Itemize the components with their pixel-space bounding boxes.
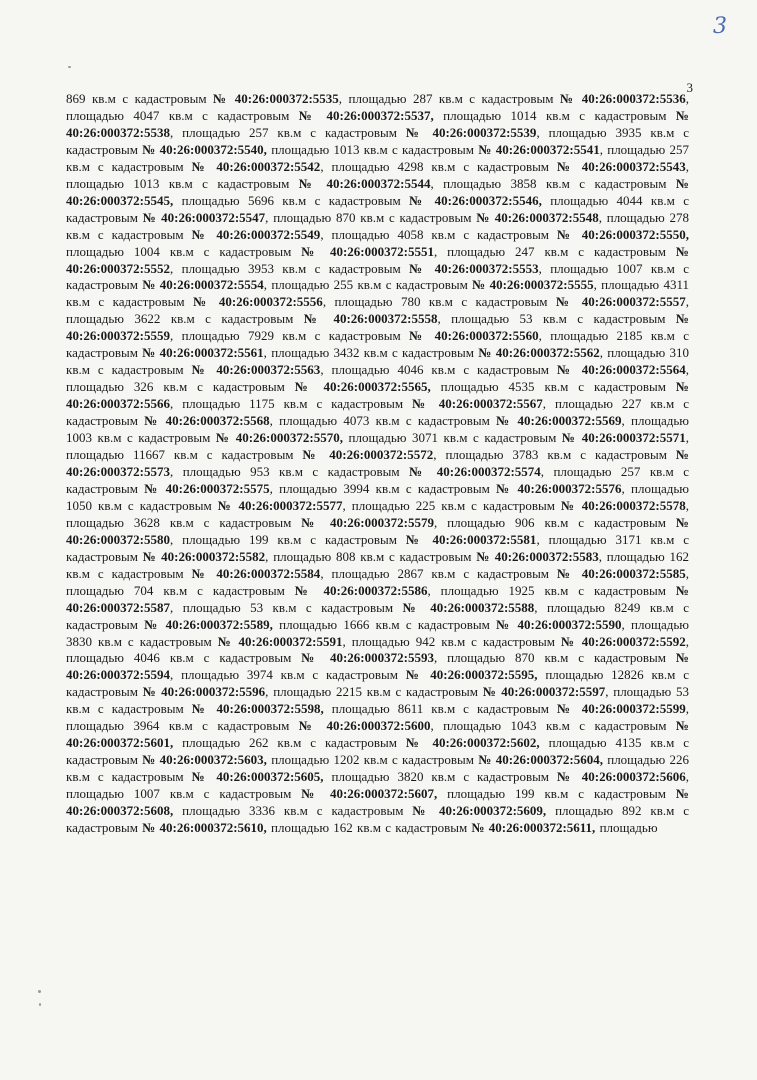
- text-run: площадью 4044 кв.м с кадастровым: [66, 192, 689, 225]
- cadastral-number: № 40:26:000372:5552: [66, 243, 689, 276]
- cadastral-number: № 40:26:000372:5556: [193, 294, 323, 310]
- cadastral-number: № 40:26:000372:5570,: [215, 430, 343, 446]
- text-run: площадью 5696 кв.м с кадастровым: [173, 192, 410, 208]
- text-run: , площадью 3858 кв.м с кадастровым: [430, 175, 676, 191]
- handwritten-page-mark: 3: [713, 14, 727, 39]
- text-run: , площадью 53 кв.м с кадастровым: [170, 599, 403, 615]
- cadastral-number: № 40:26:000372:5581: [405, 531, 537, 547]
- cadastral-number: № 40:26:000372:5598,: [191, 701, 324, 717]
- cadastral-number: № 40:26:000372:5595,: [405, 667, 538, 683]
- text-run: , площадью 4311 кв.м с кадастровым: [66, 277, 689, 310]
- cadastral-number: № 40:26:000372:5566: [66, 379, 689, 412]
- cadastral-number: № 40:26:000372:5584: [191, 565, 321, 581]
- text-run: , площадью 7929 кв.м с кадастровым: [170, 328, 410, 344]
- cadastral-number: № 40:26:000372:5553: [409, 260, 539, 276]
- cadastral-number: № 40:26:000372:5599: [556, 701, 686, 717]
- cadastral-number: № 40:26:000372:5592: [560, 633, 686, 649]
- cadastral-number: № 40:26:000372:5546,: [409, 192, 542, 208]
- text-run: , площадью 4047 кв.м с кадастровым: [66, 91, 689, 123]
- cadastral-number: № 40:26:000372:5571: [561, 430, 686, 446]
- text-run: площадью 3071 кв.м с кадастровым: [342, 430, 562, 446]
- text-run: площадью 1014 кв.м с кадастровым: [433, 107, 676, 123]
- cadastral-number: № 40:26:000372:5542: [191, 158, 321, 174]
- text-run: площадью 1004 кв.м с кадастровым: [66, 243, 302, 259]
- cadastral-number: № 40:26:000372:5549: [191, 226, 321, 242]
- text-run: , площадью 780 кв.м с кадастровым: [322, 294, 557, 310]
- cadastral-number: № 40:26:000372:5589,: [144, 616, 273, 632]
- text-run: , площадью 11667 кв.м с кадастровым: [66, 430, 689, 463]
- cadastral-number: № 40:26:000372:5572: [302, 447, 434, 463]
- cadastral-number: № 40:26:000372:5597: [482, 684, 606, 700]
- cadastral-number: № 40:26:000372:5559: [66, 311, 689, 344]
- text-run: , площадью 199 кв.м с кадастровым: [170, 531, 406, 547]
- text-run: , площадью 1925 кв.м с кадастровым: [427, 582, 676, 598]
- cadastral-number: № 40:26:000372:5538: [66, 107, 689, 140]
- text-run: , площадью 4046 кв.м с кадастровым: [320, 362, 558, 378]
- cadastral-number: № 40:26:000372:5590: [496, 616, 622, 632]
- text-run: , площадью 326 кв.м с кадастровым: [66, 362, 689, 395]
- cadastral-number: № 40:26:000372:5562: [478, 345, 600, 361]
- text-run: площадью: [595, 819, 658, 835]
- text-run: площадью 8611 кв.м с кадастровым: [323, 701, 557, 717]
- text-run: , площадью 4046 кв.м с кадастровым: [66, 633, 689, 666]
- text-run: , площадью 3830 кв.м с кадастровым: [66, 616, 689, 649]
- cadastral-number: № 40:26:000372:5540,: [142, 141, 267, 157]
- cadastral-number: № 40:26:000372:5548: [476, 209, 599, 225]
- text-run: , площадью 1013 кв.м с кадастровым: [66, 158, 689, 191]
- cadastral-number: № 40:26:000372:5545,: [66, 175, 689, 208]
- cadastral-number: № 40:26:000372:5560: [409, 328, 539, 344]
- text-run: , площадью 162 кв.м с кадастровым: [66, 548, 690, 581]
- cadastral-number: № 40:26:000372:5574: [409, 463, 541, 479]
- text-run: , площадью 2215 кв.м с кадастровым: [265, 684, 483, 700]
- page-number: 3: [686, 80, 693, 95]
- scan-speck: [39, 1003, 41, 1006]
- cadastral-number: № 40:26:000372:5587: [66, 582, 689, 615]
- cadastral-number: № 40:26:000372:5569: [496, 413, 622, 429]
- text-run: , площадью 704 кв.м с кадастровым: [66, 565, 689, 598]
- cadastral-number: № 40:26:000372:5558: [303, 311, 438, 327]
- cadastral-number: № 40:26:000372:5567: [412, 396, 543, 412]
- cadastral-number: № 40:26:000372:5535: [213, 91, 339, 106]
- text-run: , площадью 8249 кв.м с кадастровым: [66, 599, 689, 632]
- text-run: , площадью 53 кв.м с кадастровым: [66, 684, 690, 717]
- text-run: , площадью 3622 кв.м с кадастровым: [66, 294, 689, 327]
- cadastral-number: № 40:26:000372:5609,: [412, 803, 547, 819]
- text-run: , площадью 906 кв.м с кадастровым: [433, 514, 676, 530]
- cadastral-number: № 40:26:000372:5594: [66, 650, 689, 683]
- text-run: , площадью 257 кв.м с кадастровым: [66, 463, 689, 496]
- text-run: , площадью 3171 кв.м с кадастровым: [66, 531, 689, 564]
- cadastral-number: № 40:26:000372:5557: [556, 294, 686, 310]
- cadastral-number: № 40:26:000372:5565,: [294, 379, 431, 395]
- cadastral-number: № 40:26:000372:5596: [142, 684, 266, 700]
- cadastral-number: № 40:26:000372:5564: [557, 362, 686, 378]
- cadastral-number: № 40:26:000372:5551: [301, 243, 434, 259]
- text-run: площадью 3336 кв.м с кадастровым: [173, 803, 413, 819]
- cadastral-number: № 40:26:000372:5602,: [405, 735, 540, 751]
- text-run: , площадью 870 кв.м с кадастровым: [433, 650, 676, 666]
- cadastral-number: № 40:26:000372:5583: [476, 548, 599, 564]
- cadastral-number: № 40:26:000372:5547: [142, 209, 266, 225]
- text-run: , площадью 3964 кв.м с кадастровым: [66, 701, 689, 734]
- cadastral-number: № 40:26:000372:5537,: [298, 107, 434, 123]
- text-run: , площадью 247 кв.м с кадастровым: [433, 243, 676, 259]
- text-run: , площадью 1003 кв.м с кадастровым: [66, 413, 689, 446]
- cadastral-number: № 40:26:000372:5550,: [557, 226, 689, 242]
- text-run: площадью 4135 кв.м с кадастровым: [66, 735, 689, 768]
- text-run: , площадью 3994 кв.м с кадастровым: [269, 480, 497, 496]
- text-run: площадью 226 кв.м с кадастровым: [66, 752, 690, 785]
- text-run: , площадью 4298 кв.м с кадастровым: [320, 158, 558, 174]
- text-run: , площадью 257 кв.м с кадастровым: [170, 124, 406, 140]
- text-run: , площадью 287 кв.м с кадастровым: [338, 91, 560, 106]
- text-run: площадью 892 кв.м с кадастровым: [66, 803, 689, 835]
- text-run: площадью 162 кв.м с кадастровым: [266, 819, 472, 835]
- cadastral-number: № 40:26:000372:5563: [191, 362, 321, 378]
- cadastral-number: № 40:26:000372:5579: [301, 514, 434, 530]
- text-run: , площадью 808 кв.м с кадастровым: [265, 548, 477, 564]
- cadastral-number: № 40:26:000372:5582: [142, 548, 266, 564]
- text-run: площадью 199 кв.м с кадастровым: [437, 786, 676, 802]
- text-run: 869 кв.м с кадастровым: [66, 91, 214, 106]
- text-run: , площадью 3628 кв.м с кадастровым: [66, 497, 689, 530]
- text-run: площадью 1013 кв.м с кадастровым: [266, 141, 479, 157]
- cadastral-number: № 40:26:000372:5576: [496, 480, 622, 496]
- text-run: , площадью 3432 кв.м с кадастровым: [263, 345, 479, 361]
- cadastral-number: № 40:26:000372:5600: [298, 718, 431, 734]
- cadastral-number: № 40:26:000372:5561: [142, 345, 264, 361]
- text-run: , площадью 1175 кв.м с кадастровым: [170, 396, 413, 412]
- text-run: площадью 4535 кв.м с кадастровым: [430, 379, 676, 395]
- cadastral-number: № 40:26:000372:5588: [402, 599, 535, 615]
- text-run: , площадью 3783 кв.м с кадастровым: [433, 447, 676, 463]
- text-run: , площадью 942 кв.м с кадастровым: [342, 633, 561, 649]
- text-run: площадью 3820 кв.м с кадастровым: [323, 769, 558, 785]
- cadastral-number: № 40:26:000372:5555: [472, 277, 594, 293]
- text-run: , площадью 2185 кв.м с кадастровым: [66, 328, 689, 361]
- text-run: , площадью 255 кв.м с кадастровым: [263, 277, 473, 293]
- text-run: , площадью 1050 кв.м с кадастровым: [66, 480, 689, 513]
- cadastral-number: № 40:26:000372:5607,: [301, 786, 438, 802]
- body-paragraph: [66, 91, 689, 837]
- text-run: , площадью 53 кв.м с кадастровым: [437, 311, 676, 327]
- cadastral-number: № 40:26:000372:5593: [301, 650, 434, 666]
- text-run: , площадью 1043 кв.м с кадастровым: [430, 718, 676, 734]
- text-run: , площадью 870 кв.м с кадастровым: [265, 209, 477, 225]
- text-run: , площадью 310 кв.м с кадастровым: [66, 345, 690, 378]
- cadastral-number: № 40:26:000372:5608,: [66, 786, 689, 819]
- cadastral-number: № 40:26:000372:5568: [144, 413, 270, 429]
- text-run: , площадью 3974 кв.м с кадастровым: [170, 667, 406, 683]
- cadastral-number: № 40:26:000372:5575: [144, 480, 270, 496]
- cadastral-number: № 40:26:000372:5605,: [191, 769, 324, 785]
- cadastral-number: № 40:26:000372:5578: [560, 497, 686, 513]
- scan-speck: [38, 990, 41, 993]
- text-run: , площадью 953 кв.м с кадастровым: [170, 463, 410, 479]
- text-run: , площадью 4073 кв.м с кадастровым: [269, 413, 497, 429]
- cadastral-number: № 40:26:000372:5610,: [142, 819, 267, 835]
- cadastral-number: № 40:26:000372:5591: [217, 633, 343, 649]
- text-run: , площадью 3935 кв.м с кадастровым: [66, 124, 689, 157]
- cadastral-number: № 40:26:000372:5539: [405, 124, 537, 140]
- text-run: , площадью 278 кв.м с кадастровым: [66, 209, 690, 242]
- text-run: , площадью 2867 кв.м с кадастровым: [320, 565, 558, 581]
- cadastral-number: № 40:26:000372:5543: [557, 158, 686, 174]
- cadastral-number: № 40:26:000372:5611,: [471, 819, 596, 835]
- text-run: площадью 1202 кв.м с кадастровым: [266, 752, 479, 768]
- cadastral-number: № 40:26:000372:5585: [557, 565, 686, 581]
- cadastral-number: № 40:26:000372:5604,: [478, 752, 603, 768]
- cadastral-number: № 40:26:000372:5586: [294, 582, 428, 598]
- text-run: , площадью 3953 кв.м с кадастровым: [170, 260, 410, 276]
- cadastral-number: № 40:26:000372:5580: [66, 514, 689, 547]
- text-run: , площадью 225 кв.м с кадастровым: [342, 497, 561, 513]
- text-run: площадью 1666 кв.м с кадастровым: [272, 616, 497, 632]
- cadastral-number: № 40:26:000372:5541: [478, 141, 600, 157]
- cadastral-number: № 40:26:000372:5603,: [142, 752, 267, 768]
- scan-speck: [68, 66, 71, 68]
- cadastral-number: № 40:26:000372:5601,: [66, 718, 689, 751]
- cadastral-number: № 40:26:000372:5544: [298, 175, 431, 191]
- cadastral-number: № 40:26:000372:5536: [560, 91, 686, 106]
- cadastral-number: № 40:26:000372:5577: [217, 497, 343, 513]
- text-run: , площадью 1007 кв.м с кадастровым: [66, 260, 689, 293]
- text-run: , площадью 257 кв.м с кадастровым: [66, 141, 690, 174]
- text-run: , площадью 4058 кв.м с кадастровым: [320, 226, 558, 242]
- text-run: площадью 12826 кв.м с кадастровым: [66, 667, 689, 700]
- text-run: площадью 262 кв.м с кадастровым: [173, 735, 406, 751]
- text-run: , площадью 1007 кв.м с кадастровым: [66, 769, 689, 802]
- text-run: , площадью 227 кв.м с кадастровым: [66, 396, 689, 429]
- cadastral-number: № 40:26:000372:5573: [66, 447, 689, 479]
- cadastral-number: № 40:26:000372:5606: [557, 769, 686, 785]
- cadastral-number: № 40:26:000372:5554: [142, 277, 264, 293]
